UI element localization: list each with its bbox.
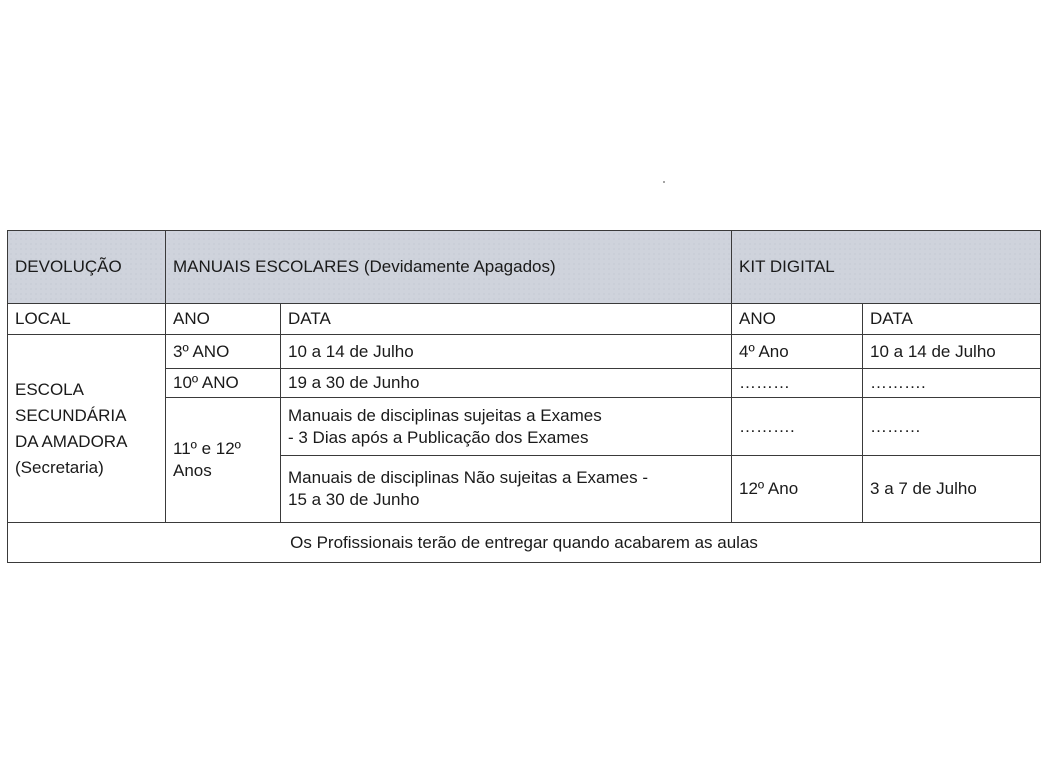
data-cell: 19 a 30 de Junho (281, 369, 732, 398)
header-manuais: MANUAIS ESCOLARES (Devidamente Apagados) (166, 231, 732, 304)
scan-speck (663, 181, 665, 183)
local-line: DA AMADORA (15, 431, 128, 451)
devolucao-table (7, 230, 1041, 563)
local-cell (8, 335, 166, 523)
data-line: 15 a 30 de Junho (288, 490, 420, 509)
header-devolucao: DEVOLUÇÃO (8, 231, 166, 304)
ano-line: Anos (173, 461, 212, 480)
table-row (8, 335, 1041, 369)
subheader-kit-data: DATA (863, 304, 1041, 335)
kit-data-cell: 3 a 7 de Julho (863, 456, 1041, 523)
kit-ano-cell: ……… (732, 369, 863, 398)
subheader-data: DATA (281, 304, 732, 335)
data-line: Manuais de disciplinas Não sujeitas a Exames - (288, 468, 649, 487)
kit-ano-cell: 12º Ano (732, 456, 863, 523)
footer-note: Os Profissionais terão de entregar quando acabarem as aulas (8, 523, 1041, 563)
kit-data-cell: ……… (863, 398, 1041, 456)
kit-data-cell: 10 a 14 de Julho (863, 335, 1041, 369)
subheader-kit-ano: ANO (732, 304, 863, 335)
header-row (8, 231, 1041, 304)
header-kit-digital: KIT DIGITAL (732, 231, 1041, 304)
footer-row (8, 523, 1041, 563)
ano-line: 11º e 12º (173, 439, 241, 458)
data-cell (281, 398, 732, 456)
kit-ano-cell: ………. (732, 398, 863, 456)
subheader-ano: ANO (166, 304, 281, 335)
kit-data-cell: ………. (863, 369, 1041, 398)
data-line: - 3 Dias após a Publicação dos Exames (288, 427, 589, 447)
data-line: Manuais de disciplinas sujeitas a Exames (288, 405, 602, 425)
ano-cell: 3º ANO (166, 335, 281, 369)
ano-cell-11-12 (166, 398, 281, 523)
kit-ano-cell: 4º Ano (732, 335, 863, 369)
local-line: (Secretaria) (15, 457, 104, 477)
data-cell (281, 456, 732, 523)
local-line: ESCOLA (15, 379, 84, 399)
data-cell: 10 a 14 de Julho (281, 335, 732, 369)
local-line: SECUNDÁRIA (15, 405, 127, 425)
ano-cell: 10º ANO (166, 369, 281, 398)
subheader-local: LOCAL (8, 304, 166, 335)
subheader-row (8, 304, 1041, 335)
